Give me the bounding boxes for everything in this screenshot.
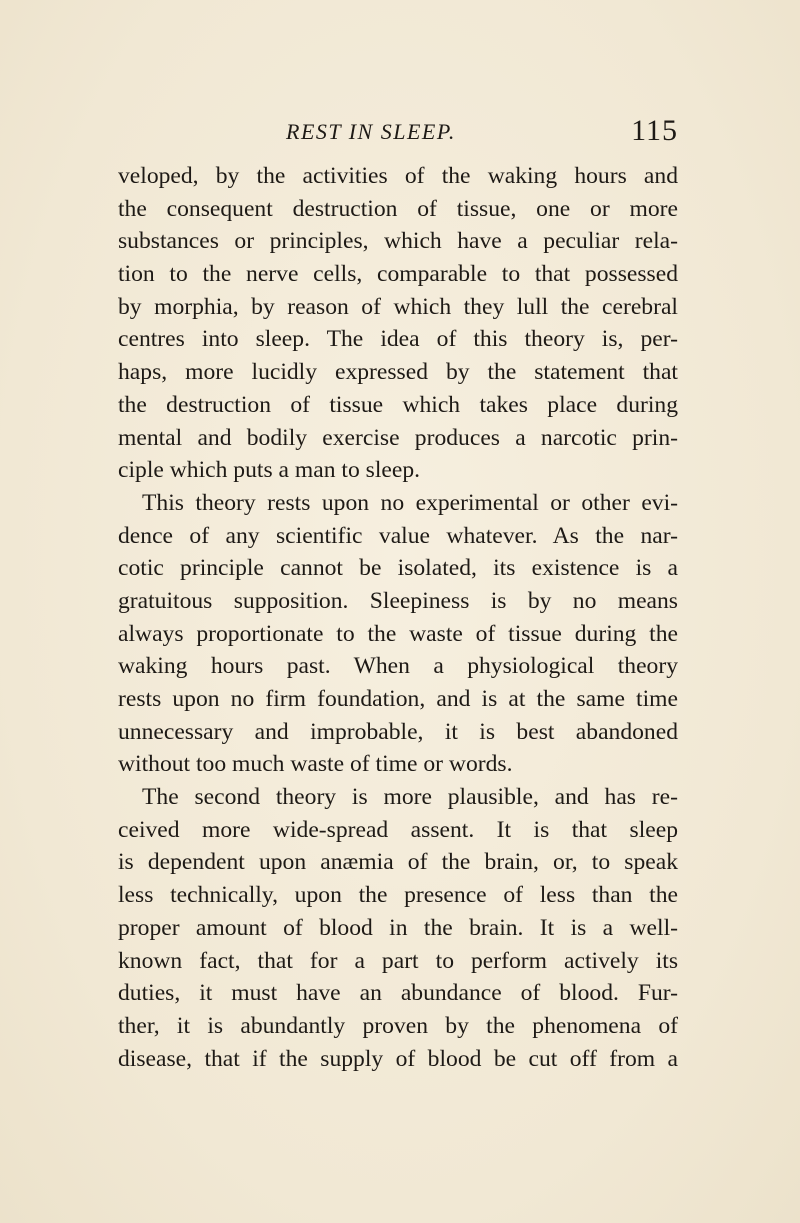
text-line: proper amount of blood in the brain. It is a well- [118, 914, 678, 941]
text-line: unnecessary and improbable, it is best abandoned [118, 718, 678, 745]
text-line: always proportionate to the waste of tissue during the [118, 620, 678, 647]
text-line: disease, that if the supply of blood be cut off from a [118, 1045, 678, 1072]
text-line: ciple which puts a man to sleep. [118, 457, 421, 484]
text-line: known fact, that for a part to perform actively its [118, 947, 678, 974]
text-line: rests upon no firm foundation, and is at the same time [118, 686, 678, 712]
text-line: The second theory is more plausible, and has re- [142, 784, 678, 811]
running-head-title: REST IN SLEEP. [286, 119, 456, 144]
text-line: duties, it must have an abundance of blood. Fur- [118, 980, 678, 1007]
text-line: dence of any scientific value whatever. As the nar- [118, 522, 678, 549]
text-line: less technically, upon the presence of less than the [118, 882, 678, 909]
text-line: ther, it is abundantly proven by the phenomena of [118, 1012, 678, 1039]
text-line: is dependent upon anæmia of the brain, or, to speak [118, 849, 678, 876]
text-line: centres into sleep. The idea of this theory is, per- [118, 326, 678, 353]
running-head [118, 114, 678, 157]
text-line: This theory rests upon no experimental or other evi- [142, 489, 678, 516]
text-line: waking hours past. When a physiological theory [118, 653, 678, 680]
text-line: veloped, by the activities of the waking hours and [118, 163, 678, 189]
text-line: tion to the nerve cells, comparable to that possessed [118, 261, 678, 288]
text-line: substances or principles, which have a peculiar rela- [118, 228, 678, 255]
text-line: cotic principle cannot be isolated, its existence is a [118, 555, 678, 582]
text-line: ceived more wide-spread assent. It is that sleep [118, 816, 678, 843]
text-line: the consequent destruction of tissue, one or more [118, 195, 678, 222]
text-line: gratuitous supposition. Sleepiness is by no means [118, 587, 678, 614]
text-line: haps, more lucidly expressed by the statement that [118, 359, 678, 386]
text-line: by morphia, by reason of which they lull the cerebral [118, 293, 678, 320]
body-text [118, 160, 678, 1075]
text-line: the destruction of tissue which takes place during [118, 391, 678, 418]
page-number: 115 [631, 114, 678, 147]
text-line: without too much waste of time or words. [118, 751, 513, 778]
text-line: mental and bodily exercise produces a narcotic prin- [118, 424, 678, 451]
